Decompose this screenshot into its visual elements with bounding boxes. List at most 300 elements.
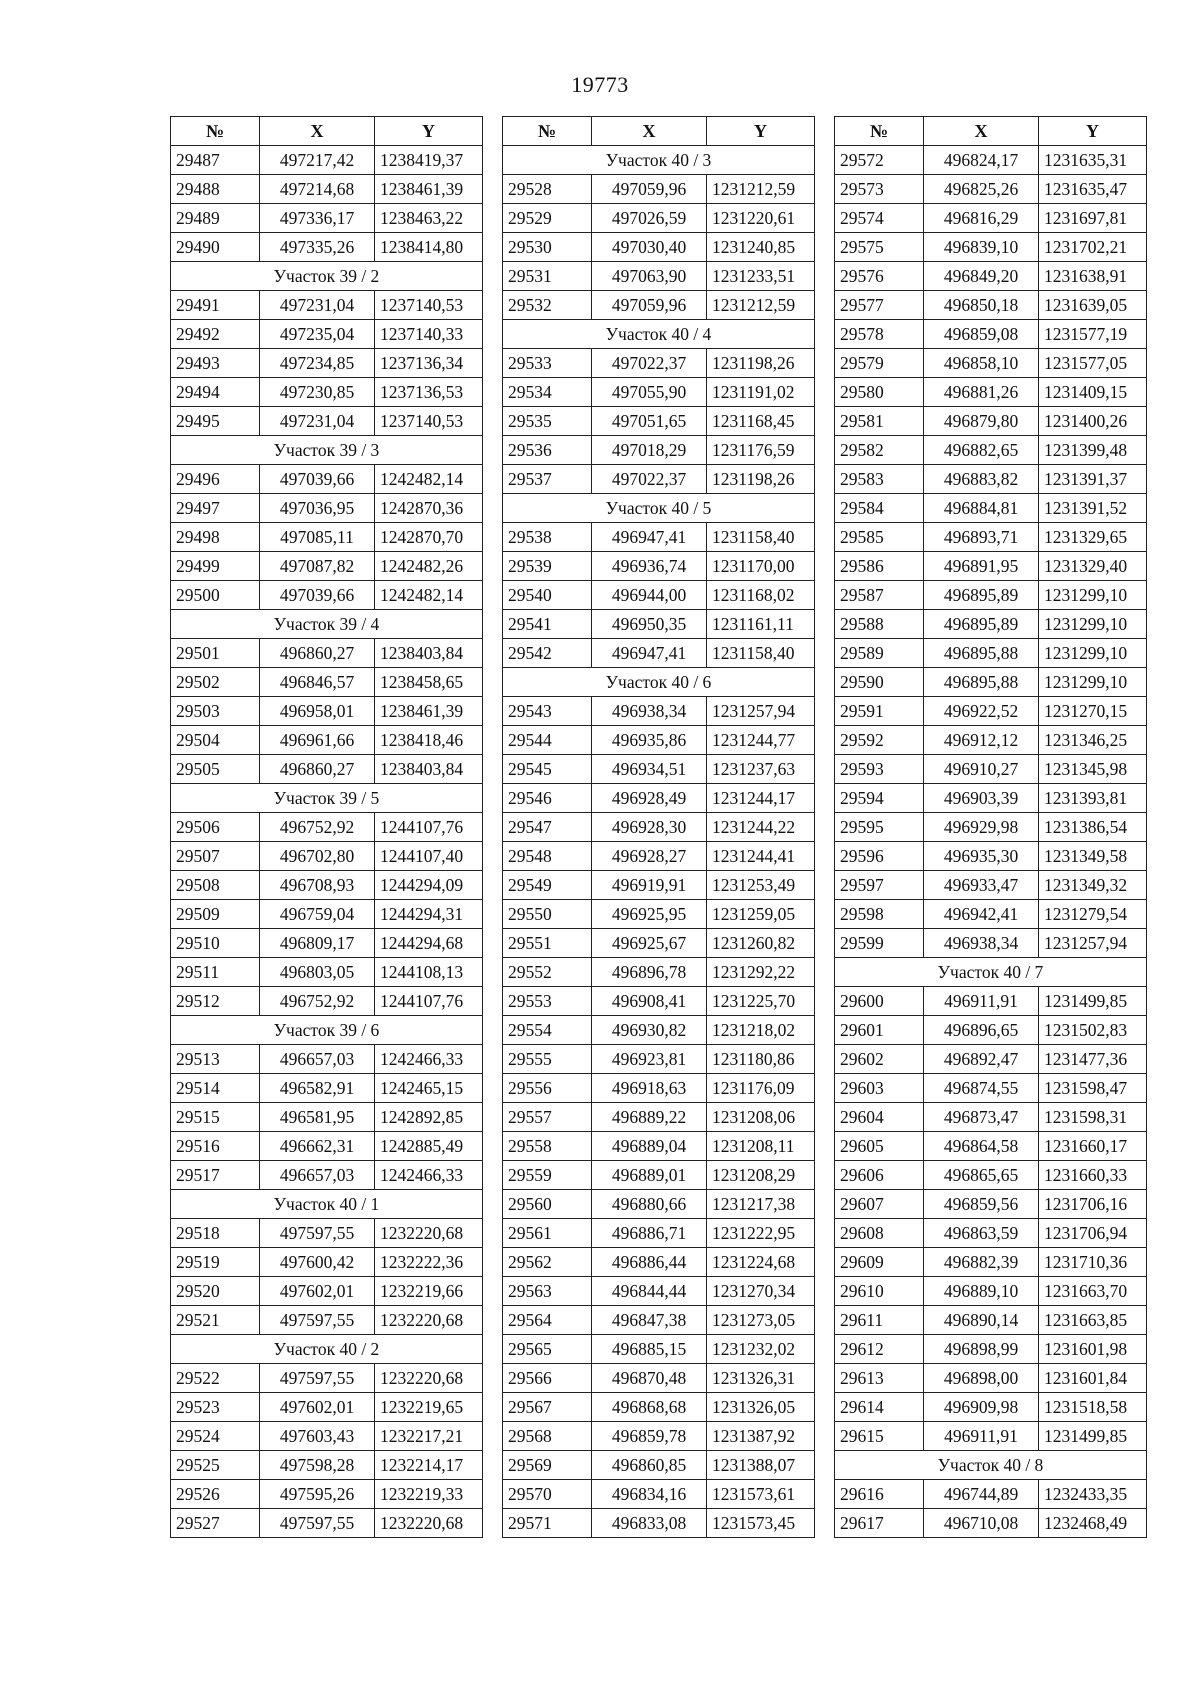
table-row: [835, 842, 1147, 871]
header-x: X: [260, 117, 375, 146]
x-coordinate-cell: 496912,12: [924, 726, 1039, 755]
y-coordinate-cell: 1231499,85: [1039, 987, 1147, 1016]
y-coordinate-cell: 1232433,35: [1039, 1480, 1147, 1509]
section-row: [503, 494, 815, 523]
x-coordinate-cell: 496910,27: [924, 755, 1039, 784]
point-number-cell: 29502: [171, 668, 260, 697]
table-row: [835, 610, 1147, 639]
x-coordinate-cell: 496860,27: [260, 755, 375, 784]
table-row: [171, 1451, 483, 1480]
section-title: Участок 40 / 2: [171, 1335, 483, 1364]
y-coordinate-cell: 1231212,59: [707, 291, 815, 320]
point-number-cell: 29605: [835, 1132, 924, 1161]
header-x: X: [592, 117, 707, 146]
point-number-cell: 29552: [503, 958, 592, 987]
x-coordinate-cell: 496922,52: [924, 697, 1039, 726]
table-row: [171, 1393, 483, 1422]
table-row: [503, 291, 815, 320]
point-number-cell: 29523: [171, 1393, 260, 1422]
table-row: [835, 320, 1147, 349]
table-row: [171, 1248, 483, 1277]
y-coordinate-cell: 1238419,37: [375, 146, 483, 175]
point-number-cell: 29613: [835, 1364, 924, 1393]
x-coordinate-cell: 497335,26: [260, 233, 375, 262]
table-row: [835, 1480, 1147, 1509]
y-coordinate-cell: 1231346,25: [1039, 726, 1147, 755]
header-y: Y: [707, 117, 815, 146]
y-coordinate-cell: 1231573,61: [707, 1480, 815, 1509]
x-coordinate-cell: 497055,90: [592, 378, 707, 407]
y-coordinate-cell: 1232220,68: [375, 1306, 483, 1335]
y-coordinate-cell: 1231393,81: [1039, 784, 1147, 813]
y-coordinate-cell: 1231273,05: [707, 1306, 815, 1335]
point-number-cell: 29616: [835, 1480, 924, 1509]
y-coordinate-cell: 1231477,36: [1039, 1045, 1147, 1074]
x-coordinate-cell: 496909,98: [924, 1393, 1039, 1422]
x-coordinate-cell: 496930,82: [592, 1016, 707, 1045]
point-number-cell: 29568: [503, 1422, 592, 1451]
x-coordinate-cell: 496889,10: [924, 1277, 1039, 1306]
point-number-cell: 29529: [503, 204, 592, 233]
x-coordinate-cell: 496896,78: [592, 958, 707, 987]
x-coordinate-cell: 496933,47: [924, 871, 1039, 900]
table-row: [835, 146, 1147, 175]
table-row: [835, 1219, 1147, 1248]
y-coordinate-cell: 1231212,59: [707, 175, 815, 204]
coordinates-table-left: [170, 116, 483, 1538]
table-row: [503, 813, 815, 842]
table-row: [503, 204, 815, 233]
y-coordinate-cell: 1231233,51: [707, 262, 815, 291]
point-number-cell: 29488: [171, 175, 260, 204]
table-row: [171, 1422, 483, 1451]
x-coordinate-cell: 497230,85: [260, 378, 375, 407]
point-number-cell: 29538: [503, 523, 592, 552]
y-coordinate-cell: 1231329,40: [1039, 552, 1147, 581]
x-coordinate-cell: 496847,38: [592, 1306, 707, 1335]
x-coordinate-cell: 496884,81: [924, 494, 1039, 523]
y-coordinate-cell: 1244294,31: [375, 900, 483, 929]
point-number-cell: 29588: [835, 610, 924, 639]
point-number-cell: 29490: [171, 233, 260, 262]
y-coordinate-cell: 1231601,84: [1039, 1364, 1147, 1393]
section-row: [171, 262, 483, 291]
point-number-cell: 29585: [835, 523, 924, 552]
x-coordinate-cell: 496889,04: [592, 1132, 707, 1161]
y-coordinate-cell: 1242466,33: [375, 1045, 483, 1074]
y-coordinate-cell: 1244107,76: [375, 813, 483, 842]
x-coordinate-cell: 496895,89: [924, 581, 1039, 610]
x-coordinate-cell: 496935,86: [592, 726, 707, 755]
section-row: [171, 1016, 483, 1045]
y-coordinate-cell: 1231638,91: [1039, 262, 1147, 291]
point-number-cell: 29573: [835, 175, 924, 204]
table-row: [171, 1509, 483, 1538]
table-row: [503, 726, 815, 755]
table-row: [503, 755, 815, 784]
table-row: [503, 1393, 815, 1422]
x-coordinate-cell: 496947,41: [592, 523, 707, 552]
y-coordinate-cell: 1231257,94: [1039, 929, 1147, 958]
point-number-cell: 29540: [503, 581, 592, 610]
table-row: [835, 581, 1147, 610]
point-number-cell: 29487: [171, 146, 260, 175]
point-number-cell: 29500: [171, 581, 260, 610]
x-coordinate-cell: 496911,91: [924, 1422, 1039, 1451]
table-row: [171, 929, 483, 958]
table-row: [835, 233, 1147, 262]
table-row: [503, 1103, 815, 1132]
table-row: [171, 523, 483, 552]
x-coordinate-cell: 496803,05: [260, 958, 375, 987]
x-coordinate-cell: 497059,96: [592, 291, 707, 320]
table-row: [171, 291, 483, 320]
point-number-cell: 29499: [171, 552, 260, 581]
y-coordinate-cell: 1231222,95: [707, 1219, 815, 1248]
table-row: [835, 1161, 1147, 1190]
x-coordinate-cell: 497026,59: [592, 204, 707, 233]
table-row: [171, 1074, 483, 1103]
point-number-cell: 29521: [171, 1306, 260, 1335]
point-number-cell: 29541: [503, 610, 592, 639]
point-number-cell: 29601: [835, 1016, 924, 1045]
y-coordinate-cell: 1231279,54: [1039, 900, 1147, 929]
y-coordinate-cell: 1231170,00: [707, 552, 815, 581]
x-coordinate-cell: 497595,26: [260, 1480, 375, 1509]
section-row: [503, 146, 815, 175]
x-coordinate-cell: 496824,17: [924, 146, 1039, 175]
table-row: [503, 1480, 815, 1509]
point-number-cell: 29565: [503, 1335, 592, 1364]
point-number-cell: 29543: [503, 697, 592, 726]
table-row: [835, 1393, 1147, 1422]
point-number-cell: 29594: [835, 784, 924, 813]
x-coordinate-cell: 496895,88: [924, 668, 1039, 697]
table-row: [835, 349, 1147, 378]
y-coordinate-cell: 1232220,68: [375, 1509, 483, 1538]
y-coordinate-cell: 1231259,05: [707, 900, 815, 929]
y-coordinate-cell: 1231299,10: [1039, 581, 1147, 610]
x-coordinate-cell: 496860,27: [260, 639, 375, 668]
point-number-cell: 29575: [835, 233, 924, 262]
y-coordinate-cell: 1231601,98: [1039, 1335, 1147, 1364]
point-number-cell: 29542: [503, 639, 592, 668]
x-coordinate-cell: 496657,03: [260, 1045, 375, 1074]
point-number-cell: 29518: [171, 1219, 260, 1248]
point-number-cell: 29514: [171, 1074, 260, 1103]
x-coordinate-cell: 496859,56: [924, 1190, 1039, 1219]
table-row: [835, 291, 1147, 320]
point-number-cell: 29596: [835, 842, 924, 871]
section-title: Участок 40 / 3: [503, 146, 815, 175]
point-number-cell: 29504: [171, 726, 260, 755]
point-number-cell: 29498: [171, 523, 260, 552]
point-number-cell: 29545: [503, 755, 592, 784]
table-row: [171, 1045, 483, 1074]
x-coordinate-cell: 496890,14: [924, 1306, 1039, 1335]
x-coordinate-cell: 496846,57: [260, 668, 375, 697]
coordinates-table-right: [834, 116, 1147, 1538]
table-row: [503, 1306, 815, 1335]
point-number-cell: 29570: [503, 1480, 592, 1509]
table-row: [835, 1103, 1147, 1132]
x-coordinate-cell: 496882,39: [924, 1248, 1039, 1277]
y-coordinate-cell: 1238461,39: [375, 175, 483, 204]
table-row: [171, 175, 483, 204]
table-row: [835, 755, 1147, 784]
table-row: [835, 987, 1147, 1016]
x-coordinate-cell: 496898,00: [924, 1364, 1039, 1393]
table-row: [503, 581, 815, 610]
x-coordinate-cell: 496928,30: [592, 813, 707, 842]
table-row: [503, 987, 815, 1016]
x-coordinate-cell: 496744,89: [924, 1480, 1039, 1509]
x-coordinate-cell: 497234,85: [260, 349, 375, 378]
point-number-cell: 29520: [171, 1277, 260, 1306]
y-coordinate-cell: 1244107,76: [375, 987, 483, 1016]
x-coordinate-cell: 496657,03: [260, 1161, 375, 1190]
table-row: [835, 552, 1147, 581]
section-row: [171, 610, 483, 639]
table-header-row: [835, 117, 1147, 146]
y-coordinate-cell: 1231326,31: [707, 1364, 815, 1393]
x-coordinate-cell: 497059,96: [592, 175, 707, 204]
y-coordinate-cell: 1238403,84: [375, 639, 483, 668]
header-x: X: [924, 117, 1039, 146]
y-coordinate-cell: 1231168,45: [707, 407, 815, 436]
y-coordinate-cell: 1232468,49: [1039, 1509, 1147, 1538]
table-row: [835, 436, 1147, 465]
table-row: [835, 639, 1147, 668]
table-row: [835, 1190, 1147, 1219]
x-coordinate-cell: 496868,68: [592, 1393, 707, 1422]
point-number-cell: 29492: [171, 320, 260, 349]
table-row: [171, 987, 483, 1016]
y-coordinate-cell: 1231706,94: [1039, 1219, 1147, 1248]
page-number: 19773: [571, 72, 629, 97]
point-number-cell: 29493: [171, 349, 260, 378]
point-number-cell: 29599: [835, 929, 924, 958]
table-row: [835, 784, 1147, 813]
table-row: [171, 1161, 483, 1190]
y-coordinate-cell: 1244294,09: [375, 871, 483, 900]
table-row: [835, 900, 1147, 929]
y-coordinate-cell: 1232217,21: [375, 1422, 483, 1451]
point-number-cell: 29587: [835, 581, 924, 610]
x-coordinate-cell: 497039,66: [260, 581, 375, 610]
y-coordinate-cell: 1238458,65: [375, 668, 483, 697]
y-coordinate-cell: 1231260,82: [707, 929, 815, 958]
x-coordinate-cell: 496898,99: [924, 1335, 1039, 1364]
point-number-cell: 29537: [503, 465, 592, 494]
point-number-cell: 29609: [835, 1248, 924, 1277]
table-row: [171, 697, 483, 726]
x-coordinate-cell: 497231,04: [260, 291, 375, 320]
x-coordinate-cell: 497217,42: [260, 146, 375, 175]
x-coordinate-cell: 496850,18: [924, 291, 1039, 320]
point-number-cell: 29557: [503, 1103, 592, 1132]
table-row: [503, 1248, 815, 1277]
x-coordinate-cell: 497036,95: [260, 494, 375, 523]
table-row: [835, 1016, 1147, 1045]
y-coordinate-cell: 1231208,29: [707, 1161, 815, 1190]
y-coordinate-cell: 1231224,68: [707, 1248, 815, 1277]
table-row: [171, 1132, 483, 1161]
point-number-cell: 29590: [835, 668, 924, 697]
section-row: [171, 1190, 483, 1219]
point-number-cell: 29489: [171, 204, 260, 233]
table-row: [503, 784, 815, 813]
point-number-cell: 29509: [171, 900, 260, 929]
table-row: [503, 929, 815, 958]
header-number: №: [171, 117, 260, 146]
point-number-cell: 29582: [835, 436, 924, 465]
section-title: Участок 40 / 1: [171, 1190, 483, 1219]
x-coordinate-cell: 496886,71: [592, 1219, 707, 1248]
point-number-cell: 29617: [835, 1509, 924, 1538]
x-coordinate-cell: 497214,68: [260, 175, 375, 204]
y-coordinate-cell: 1231257,94: [707, 697, 815, 726]
point-number-cell: 29535: [503, 407, 592, 436]
table-row: [171, 639, 483, 668]
table-row: [503, 900, 815, 929]
header-y: Y: [1039, 117, 1147, 146]
x-coordinate-cell: 496870,48: [592, 1364, 707, 1393]
point-number-cell: 29536: [503, 436, 592, 465]
y-coordinate-cell: 1231710,36: [1039, 1248, 1147, 1277]
y-coordinate-cell: 1244108,13: [375, 958, 483, 987]
x-coordinate-cell: 497597,55: [260, 1509, 375, 1538]
section-title: Участок 39 / 2: [171, 262, 483, 291]
point-number-cell: 29530: [503, 233, 592, 262]
point-number-cell: 29600: [835, 987, 924, 1016]
table-row: [171, 494, 483, 523]
y-coordinate-cell: 1231244,17: [707, 784, 815, 813]
section-title: Участок 39 / 5: [171, 784, 483, 813]
x-coordinate-cell: 496702,80: [260, 842, 375, 871]
x-coordinate-cell: 497018,29: [592, 436, 707, 465]
point-number-cell: 29505: [171, 755, 260, 784]
y-coordinate-cell: 1231244,77: [707, 726, 815, 755]
point-number-cell: 29614: [835, 1393, 924, 1422]
point-number-cell: 29551: [503, 929, 592, 958]
x-coordinate-cell: 497602,01: [260, 1277, 375, 1306]
point-number-cell: 29513: [171, 1045, 260, 1074]
y-coordinate-cell: 1231577,05: [1039, 349, 1147, 378]
x-coordinate-cell: 496934,51: [592, 755, 707, 784]
point-number-cell: 29559: [503, 1161, 592, 1190]
x-coordinate-cell: 496873,47: [924, 1103, 1039, 1132]
point-number-cell: 29563: [503, 1277, 592, 1306]
table-row: [503, 262, 815, 291]
table-row: [503, 1277, 815, 1306]
y-coordinate-cell: 1231220,61: [707, 204, 815, 233]
point-number-cell: 29495: [171, 407, 260, 436]
table-row: [503, 233, 815, 262]
x-coordinate-cell: 496865,65: [924, 1161, 1039, 1190]
table-row: [171, 755, 483, 784]
point-number-cell: 29544: [503, 726, 592, 755]
table-row: [171, 1480, 483, 1509]
y-coordinate-cell: 1231176,59: [707, 436, 815, 465]
x-coordinate-cell: 496889,22: [592, 1103, 707, 1132]
table-row: [171, 465, 483, 494]
table-row: [835, 726, 1147, 755]
x-coordinate-cell: 497602,01: [260, 1393, 375, 1422]
x-coordinate-cell: 496947,41: [592, 639, 707, 668]
x-coordinate-cell: 496895,89: [924, 610, 1039, 639]
y-coordinate-cell: 1231292,22: [707, 958, 815, 987]
y-coordinate-cell: 1242482,26: [375, 552, 483, 581]
y-coordinate-cell: 1231270,15: [1039, 697, 1147, 726]
y-coordinate-cell: 1238414,80: [375, 233, 483, 262]
x-coordinate-cell: 496925,95: [592, 900, 707, 929]
section-title: Участок 40 / 7: [835, 958, 1147, 987]
point-number-cell: 29606: [835, 1161, 924, 1190]
table-row: [171, 407, 483, 436]
point-number-cell: 29525: [171, 1451, 260, 1480]
point-number-cell: 29610: [835, 1277, 924, 1306]
table-row: [171, 1103, 483, 1132]
table-row: [503, 1074, 815, 1103]
y-coordinate-cell: 1242482,14: [375, 581, 483, 610]
table-row: [835, 1074, 1147, 1103]
x-coordinate-cell: 496929,98: [924, 813, 1039, 842]
section-title: Участок 40 / 6: [503, 668, 815, 697]
table-row: [503, 1422, 815, 1451]
x-coordinate-cell: 497022,37: [592, 349, 707, 378]
table-row: [503, 465, 815, 494]
x-coordinate-cell: 496860,85: [592, 1451, 707, 1480]
y-coordinate-cell: 1231400,26: [1039, 407, 1147, 436]
table-row: [835, 1277, 1147, 1306]
table-row: [171, 1364, 483, 1393]
y-coordinate-cell: 1231663,85: [1039, 1306, 1147, 1335]
y-coordinate-cell: 1231502,83: [1039, 1016, 1147, 1045]
point-number-cell: 29546: [503, 784, 592, 813]
x-coordinate-cell: 497039,66: [260, 465, 375, 494]
y-coordinate-cell: 1232219,65: [375, 1393, 483, 1422]
y-coordinate-cell: 1231388,07: [707, 1451, 815, 1480]
point-number-cell: 29577: [835, 291, 924, 320]
table-row: [835, 465, 1147, 494]
table-row: [503, 1132, 815, 1161]
y-coordinate-cell: 1231387,92: [707, 1422, 815, 1451]
x-coordinate-cell: 496892,47: [924, 1045, 1039, 1074]
point-number-cell: 29574: [835, 204, 924, 233]
section-title: Участок 39 / 4: [171, 610, 483, 639]
x-coordinate-cell: 496891,95: [924, 552, 1039, 581]
x-coordinate-cell: 496582,91: [260, 1074, 375, 1103]
y-coordinate-cell: 1231329,65: [1039, 523, 1147, 552]
y-coordinate-cell: 1231299,10: [1039, 668, 1147, 697]
point-number-cell: 29539: [503, 552, 592, 581]
table-row: [835, 175, 1147, 204]
y-coordinate-cell: 1237140,53: [375, 291, 483, 320]
x-coordinate-cell: 496928,49: [592, 784, 707, 813]
section-row: [171, 436, 483, 465]
point-number-cell: 29553: [503, 987, 592, 1016]
table-row: [503, 407, 815, 436]
coordinates-table-middle: [502, 116, 815, 1538]
table-row: [171, 668, 483, 697]
table-row: [835, 871, 1147, 900]
point-number-cell: 29571: [503, 1509, 592, 1538]
table-row: [503, 1509, 815, 1538]
point-number-cell: 29562: [503, 1248, 592, 1277]
y-coordinate-cell: 1231237,63: [707, 755, 815, 784]
point-number-cell: 29507: [171, 842, 260, 871]
